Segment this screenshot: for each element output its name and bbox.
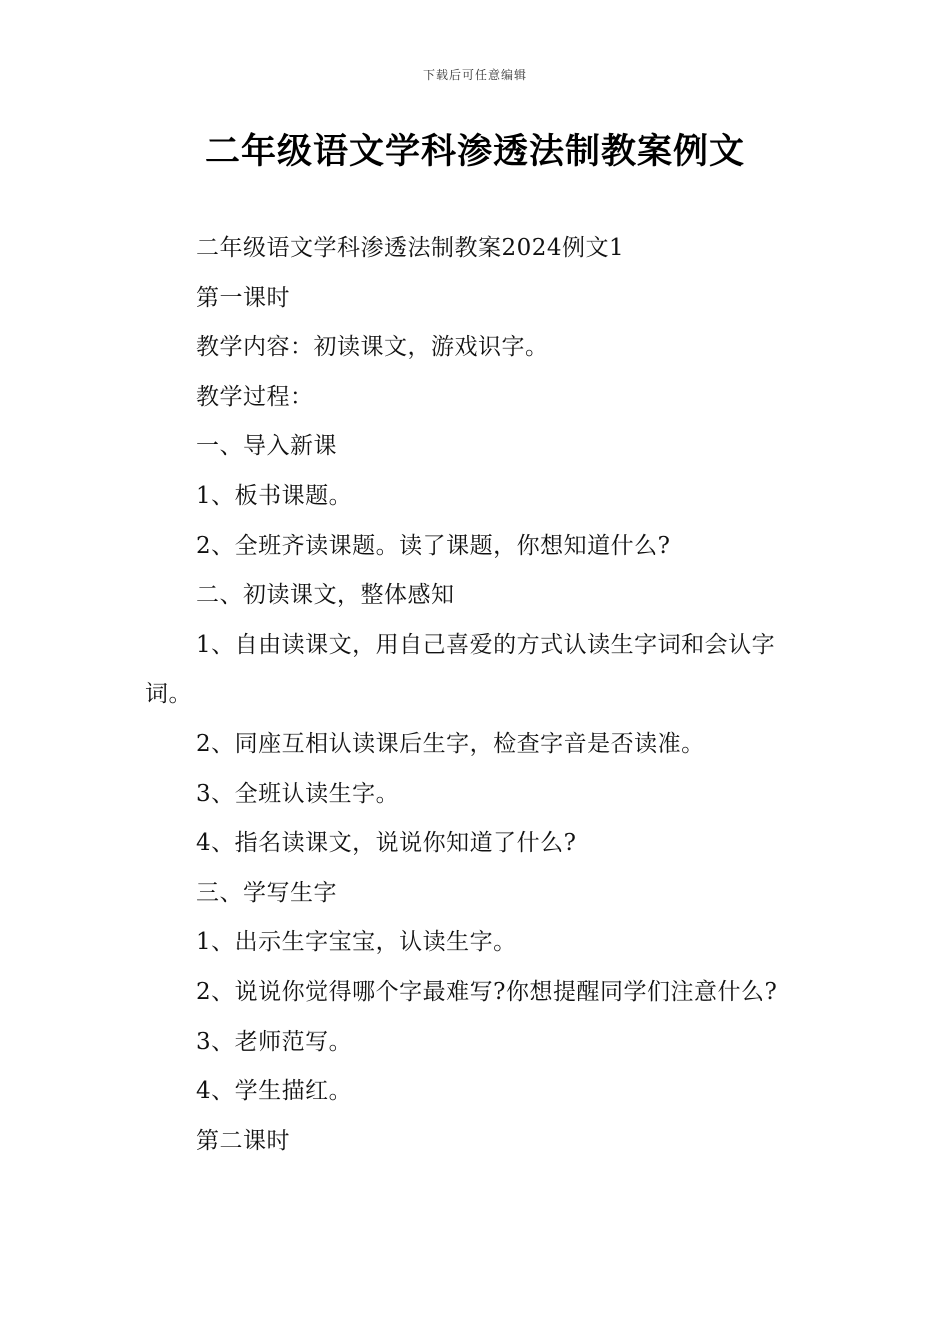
paragraph-section-3: 三、学写生字 [196, 879, 337, 906]
paragraph-lesson-one: 第一课时 [196, 284, 290, 311]
paragraph-lesson-two: 第二课时 [196, 1127, 290, 1154]
paragraph-item: 2、全班齐读课题。读了课题，你想知道什么? [196, 532, 671, 559]
paragraph-section-2: 二、初读课文，整体感知 [196, 582, 455, 609]
paragraph-item: 3、老师范写。 [196, 1028, 353, 1055]
paragraph-item: 1、出示生字宝宝，认读生字。 [196, 929, 517, 956]
paragraph-process: 教学过程： [196, 383, 314, 410]
header-note: 下载后可任意编辑 [422, 68, 527, 82]
paragraph-item: 3、全班认读生字。 [196, 780, 400, 807]
paragraph-item: 4、指名读课文，说说你知道了什么? [196, 830, 577, 857]
paragraph-item: 2、说说你觉得哪个字最难写?你想提醒同学们注意什么? [196, 978, 778, 1005]
document-title: 二年级语文学科渗透法制教案例文 [204, 132, 745, 172]
paragraph-item: 1、板书课题。 [196, 482, 353, 509]
paragraph-content: 教学内容：初读课文，游戏识字。 [196, 334, 549, 361]
paragraph-item: 2、同座互相认读课后生字，检查字音是否读准。 [196, 730, 705, 757]
paragraph-item: 4、学生描红。 [196, 1078, 353, 1105]
paragraph-heading: 二年级语文学科渗透法制教案2024例文1 [196, 235, 625, 261]
paragraph-item: 1、自由读课文，用自己喜爱的方式认读生字词和会认字词。 [145, 631, 776, 708]
document-body [145, 224, 810, 1166]
paragraph-section-1: 一、导入新课 [196, 433, 337, 460]
